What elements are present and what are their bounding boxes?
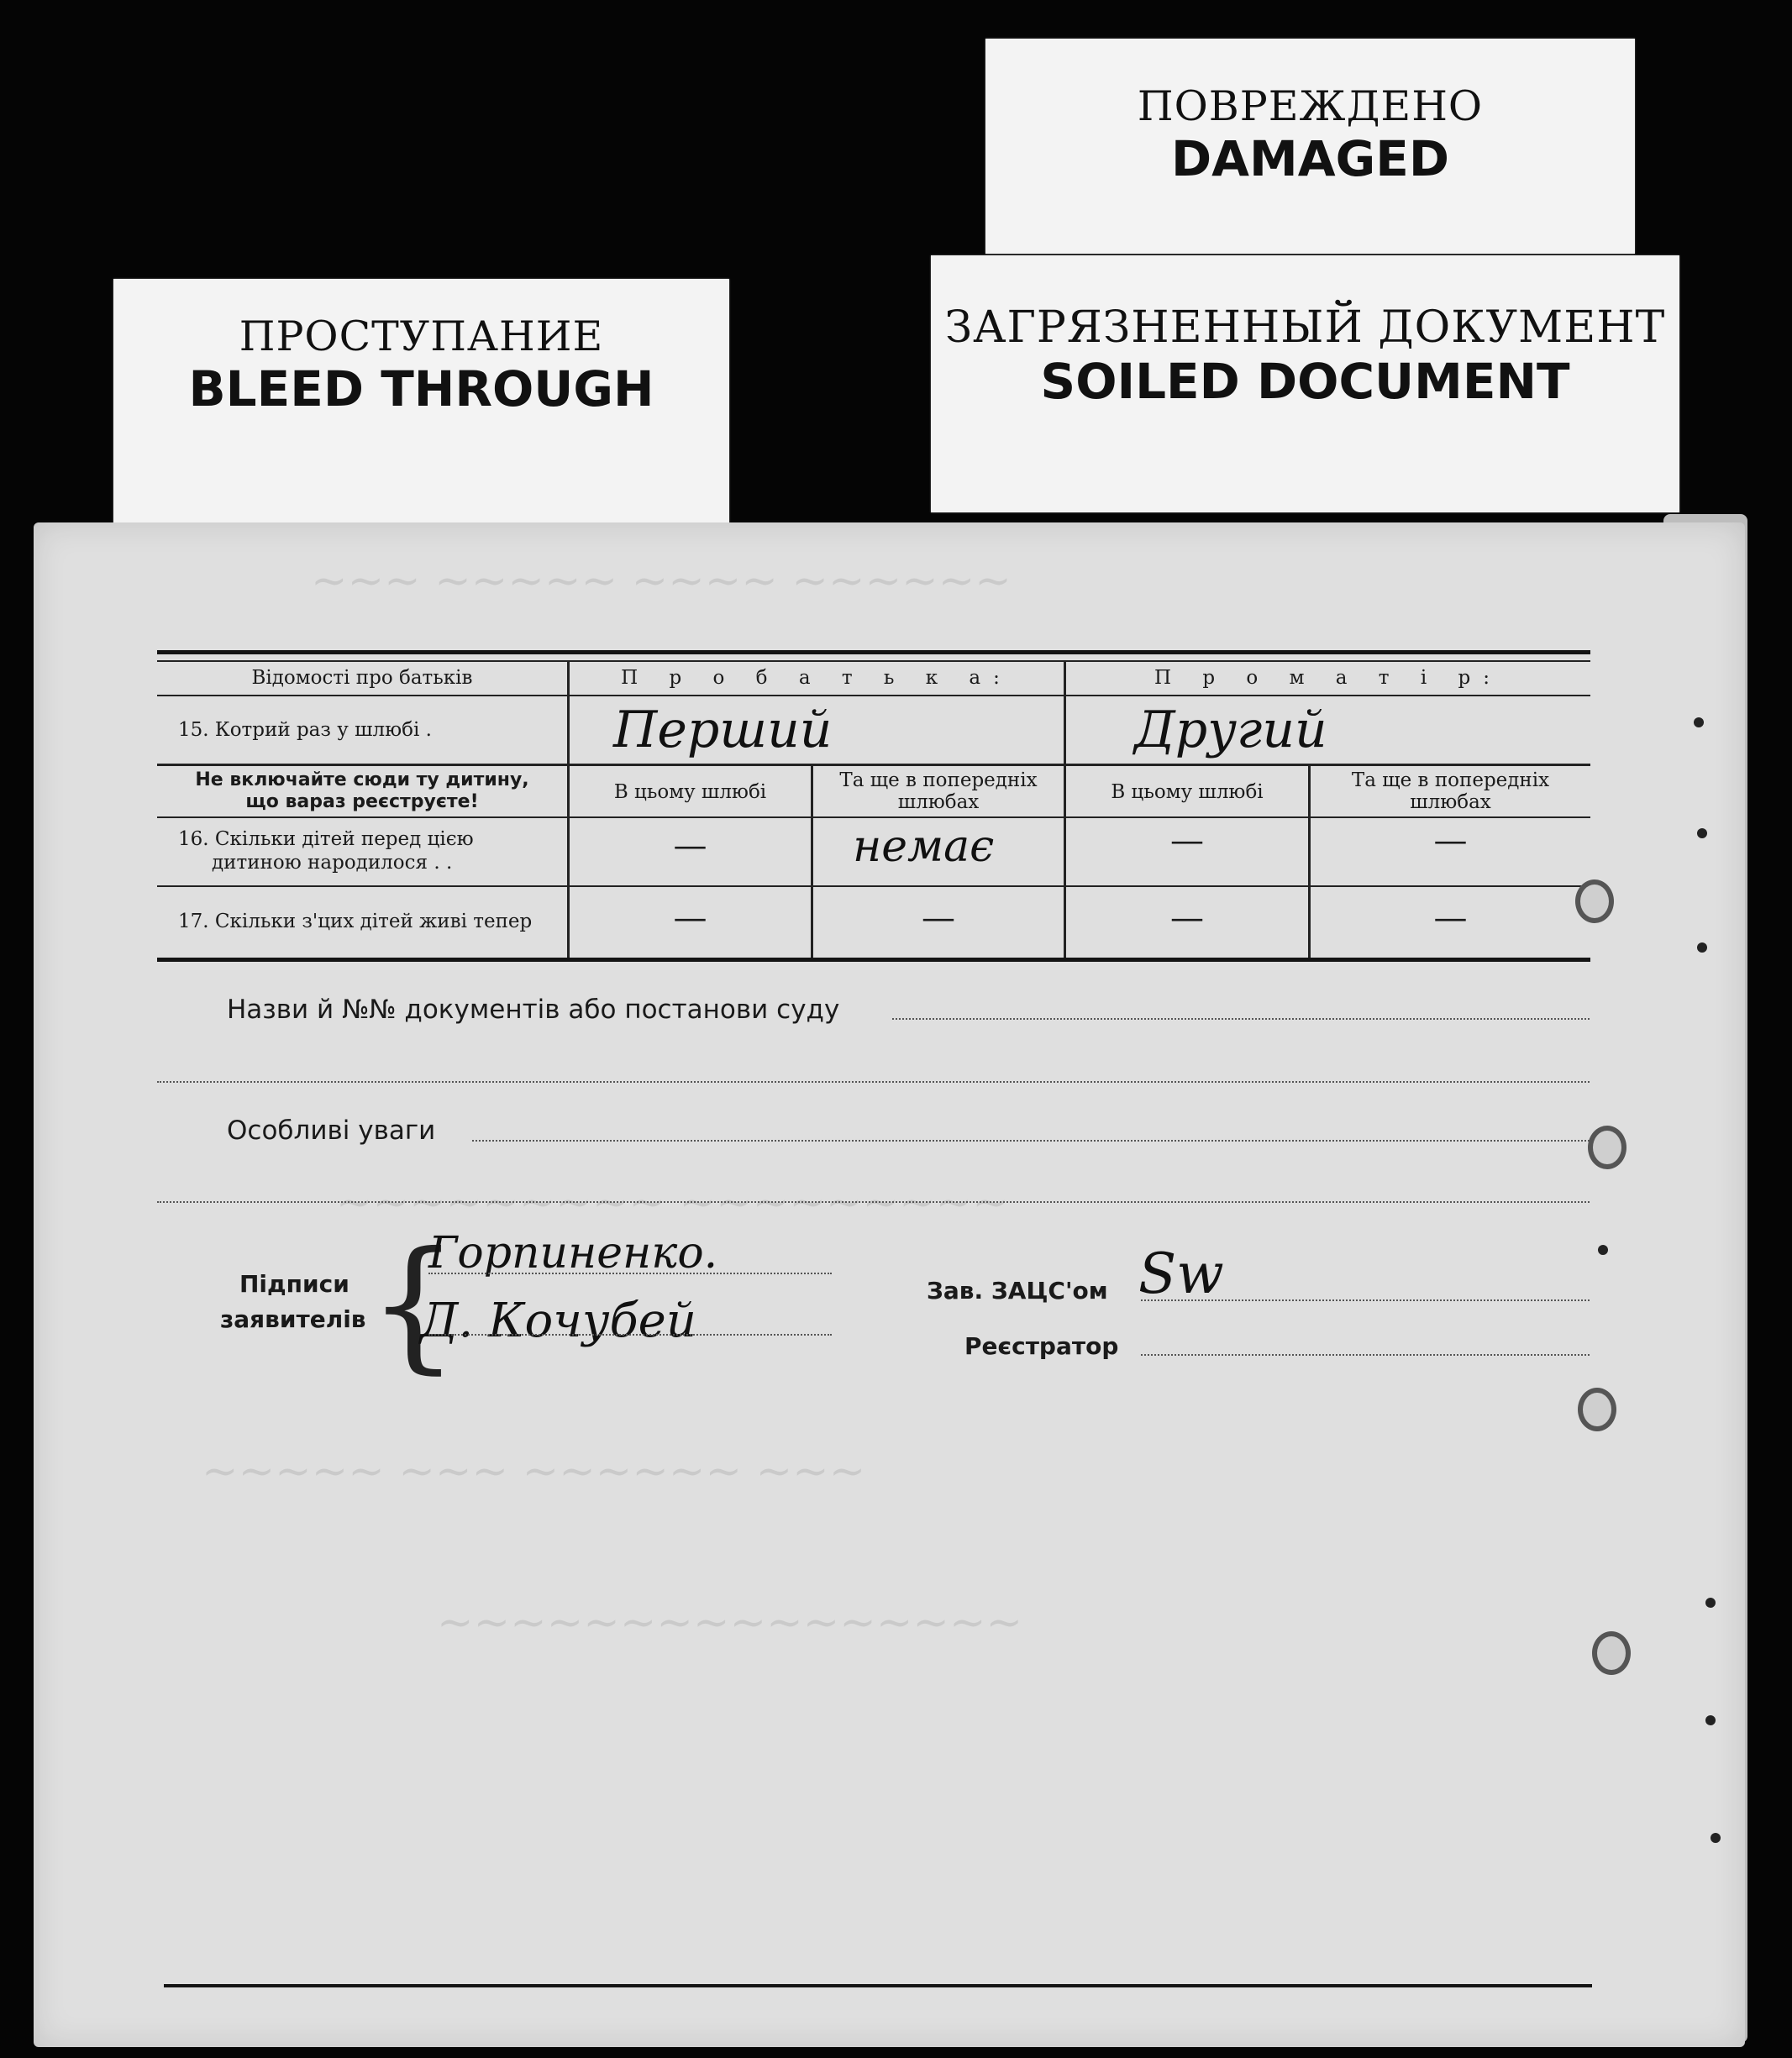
header-parents-info: Відомості про батьків [251,667,473,689]
documents-label: Назви й №№ документів або постанови суду [227,995,840,1025]
note-line1: Не включайте сюди ту дитину, [195,769,529,790]
father-this-marriage-header: В цьому шлюбі [613,781,767,803]
bleed-tag-en: BLEED THROUGH [188,360,654,417]
father-previous-header-2: шлюбах [897,791,980,813]
row16-label-1: 16. Скільки дітей перед цією [178,828,474,850]
remarks-fill-line-2 [157,1201,1590,1203]
applicant-signature-2: Д. Кочубей [420,1294,696,1348]
row16-father-this: — [673,827,707,865]
speck [1694,717,1704,727]
mother-previous-header-2: шлюбах [1410,791,1491,813]
row16-father-prev: немає [853,822,995,872]
row17-father-this: — [673,899,707,937]
soiled-tag-en: SOILED DOCUMENT [1040,353,1570,410]
damaged-tag-ru: ПОВРЕЖДЕНО [1137,82,1484,130]
row15-label: 15. Котрий раз у шлюбі . [178,719,432,741]
table-rule [157,885,1590,887]
documents-fill-line [892,1018,1590,1020]
signatures-label-2: заявителів [220,1305,366,1333]
head-signature-line [1141,1299,1590,1301]
soiled-tag-ru: ЗАГРЯЗНЕННЫЙ ДОКУМЕНТ [944,302,1666,353]
row15-mother-value: Другий [1134,701,1327,759]
note-line2: що вараз реєструєте! [245,791,479,812]
signature-line-1 [428,1273,832,1274]
row17-mother-prev: — [1433,899,1468,937]
documents-fill-line-2 [157,1081,1590,1083]
row16-mother-this: — [1170,822,1204,860]
mother-this-marriage-header: В цьому шлюбі [1111,781,1264,803]
signatures-brace: { [368,1221,460,1388]
table-rule [157,816,1590,818]
row16-mother-prev: — [1433,822,1468,860]
applicant-signature-1: Горпиненко. [428,1228,718,1278]
row16-label-2: дитиною народилося . . [212,852,453,874]
header-father: П р о б а т ь к а: [621,667,1012,689]
damaged-tag-en: DAMAGED [1170,130,1449,187]
punch-hole [1588,1126,1626,1169]
table-top-rule [157,650,1590,654]
bleed-through-marks: ~~~~~~~~~ ~~~~~~~~~ [336,1178,1009,1228]
row15-father-value: Перший [613,701,833,759]
registrar-label: Реєстратор [964,1332,1119,1360]
speck [1705,1598,1716,1608]
bleed-through-marks: ~~~~~ ~~~ ~~~~~~ ~~~ [202,1446,866,1497]
damaged-tag [985,39,1635,254]
signature-line-2 [428,1334,832,1336]
row17-mother-this: — [1170,899,1204,937]
table-rule [157,764,1590,766]
speck [1697,828,1707,838]
remarks-fill-line [472,1140,1590,1142]
row17-father-prev: — [922,899,955,937]
table-rule [157,660,1590,662]
table-bottom-rule [157,958,1590,962]
speck [1598,1245,1608,1255]
father-previous-header-1: Та ще в попередніх [839,769,1038,791]
speck [1711,1833,1721,1843]
header-mother: П р о м а т і р: [1154,667,1502,689]
row17-label: 17. Скільки з'цих дітей живі тепер [178,911,533,932]
document-page [34,522,1745,2047]
bleed-through-tag [113,279,729,531]
head-signature: Sw [1138,1242,1224,1306]
punch-hole [1578,1388,1616,1431]
punch-hole [1592,1631,1631,1675]
bleed-through-marks: ~~~ ~~~~~ ~~~~ ~~~~~~ [311,556,1012,606]
table-rule [157,695,1590,696]
bleed-tag-ru: ПРОСТУПАНИЕ [239,312,604,360]
signatures-label-1: Підписи [239,1270,349,1298]
bleed-through-marks: ~~~~~~~~~~~~~~~~ [437,1598,1023,1648]
remarks-label: Особливі уваги [227,1116,436,1146]
page-bottom-rule [164,1984,1592,1987]
speck [1705,1715,1716,1725]
soiled-document-tag [931,255,1679,512]
punch-hole [1575,879,1614,923]
registrar-line [1141,1354,1590,1356]
mother-previous-header-1: Та ще в попередніх [1351,769,1550,791]
head-label: Зав. ЗАЦС'ом [927,1277,1108,1305]
speck [1697,942,1707,953]
